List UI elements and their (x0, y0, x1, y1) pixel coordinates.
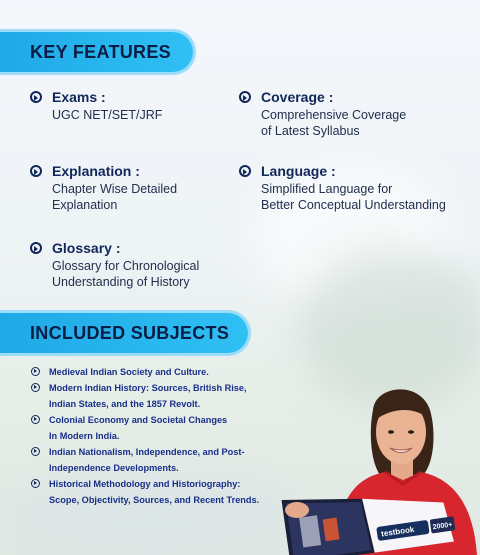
subjects-list (31, 364, 271, 508)
subject-line: Scope, Objectivity, Sources, and Recent Trends. (49, 495, 260, 505)
key-features-banner (0, 32, 193, 72)
list-item (31, 444, 271, 476)
play-circle-icon (239, 165, 251, 177)
list-item (31, 412, 271, 444)
feature-title: Coverage : (261, 89, 334, 105)
play-circle-icon (31, 415, 40, 424)
play-circle-icon (31, 383, 40, 392)
play-circle-icon (239, 91, 251, 103)
included-subjects-banner (0, 313, 248, 353)
play-circle-icon (30, 165, 42, 177)
play-circle-icon (30, 91, 42, 103)
student-with-book-illustration (245, 380, 480, 555)
subject-line: Medieval Indian Society and Culture. (49, 367, 209, 377)
key-features-heading: KEY FEATURES (30, 41, 171, 62)
included-subjects-heading: INCLUDED SUBJECTS (30, 322, 230, 343)
feature-line: Explanation (52, 198, 118, 212)
feature-line: Comprehensive Coverage (261, 108, 407, 122)
play-circle-icon (31, 479, 40, 488)
feature-title: Exams : (52, 89, 106, 105)
subject-line: Historical Methodology and Historiography: (49, 479, 241, 489)
list-item (31, 364, 271, 380)
feature-line: Better Conceptual Understanding (261, 198, 446, 212)
feature-title: Explanation : (52, 163, 140, 179)
feature-line: Simplified Language for (261, 182, 393, 196)
book-badge: 2000+ (432, 521, 453, 532)
hand (285, 502, 309, 518)
subject-line: Indian States, and the 1857 Revolt. (49, 399, 201, 409)
feature-line: Understanding of History (52, 275, 190, 289)
list-item (31, 380, 271, 412)
feature-line: Chapter Wise Detailed (52, 182, 178, 196)
play-circle-icon (31, 447, 40, 456)
feature-line: UGC NET/SET/JRF (52, 108, 163, 122)
play-circle-icon (30, 242, 42, 254)
subject-line: Indian Nationalism, Independence, and Post- (49, 447, 245, 457)
feature-line: Glossary for Chronological (52, 259, 200, 273)
list-item (31, 476, 271, 508)
subject-line: Colonial Economy and Societal Changes (49, 415, 228, 425)
subject-line: In Modern India. (49, 431, 120, 441)
subject-line: Independence Developments. (49, 463, 179, 473)
subject-line: Modern Indian History: Sources, British Rise, (49, 383, 247, 393)
feature-title: Language : (261, 163, 336, 179)
book-brand-label: testbook (380, 524, 415, 539)
feature-line: of Latest Syllabus (261, 124, 360, 138)
play-circle-icon (31, 367, 40, 376)
feature-title: Glossary : (52, 240, 121, 256)
